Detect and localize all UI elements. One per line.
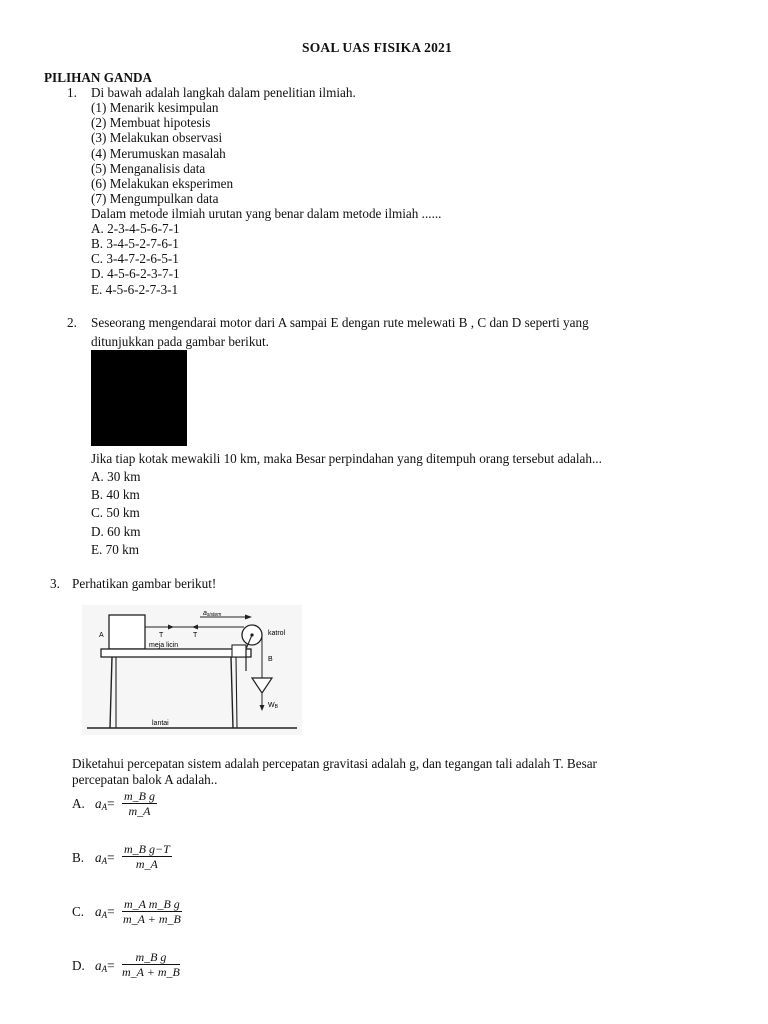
block-a bbox=[109, 615, 145, 649]
question-3-text: Perhatikan gambar berikut! bbox=[72, 576, 217, 591]
q1-option-c[interactable]: C. 3-4-7-2-6-5-1 bbox=[91, 251, 179, 266]
q3-option-b-lhs: $a_A=$ bbox=[95, 850, 115, 866]
q3-option-a-fraction: $\frac{\text{m\_B g}}{m\_A}$ bbox=[124, 789, 155, 818]
label-meja-licin: meja licin bbox=[149, 642, 179, 649]
q1-step-7: (7) Mengumpulkan data bbox=[91, 191, 219, 206]
route-grid-image bbox=[91, 350, 187, 446]
q1-option-a[interactable]: A. 2-3-4-5-6-7-1 bbox=[91, 221, 180, 236]
label-block-a: A bbox=[99, 632, 104, 639]
q1-step-2: (2) Membuat hipotesis bbox=[91, 115, 211, 130]
q3-option-d-lhs: $a_A=$ bbox=[95, 958, 115, 974]
q1-step-1: (1) Menarik kesimpulan bbox=[91, 100, 219, 115]
label-weight-b: WB bbox=[268, 702, 278, 710]
q1-option-e[interactable]: E. 4-5-6-2-7-3-1 bbox=[91, 282, 179, 297]
question-2-text-line1: Seseorang mengendarai motor dari A sampai E dengan rute melewati B , C dan D seperti yang bbox=[91, 315, 589, 330]
label-a-system: asistem bbox=[203, 610, 222, 618]
q3-option-c-label: C. bbox=[72, 904, 85, 919]
label-lantai: lantai bbox=[152, 720, 169, 727]
question-3-prompt-line1: Diketahui percepatan sistem adalah percepatan gravitasi adalah g, dan tegangan tali adalah T. Besar bbox=[72, 756, 597, 771]
question-1-prompt: Dalam metode ilmiah urutan yang benar dalam metode ilmiah ...... bbox=[91, 206, 442, 221]
q3-option-b-label: B. bbox=[72, 850, 85, 865]
pulley-table-diagram bbox=[82, 605, 302, 735]
q1-step-3: (3) Melakukan observasi bbox=[91, 130, 223, 145]
q3-option-d-label: D. bbox=[72, 958, 85, 973]
label-tension-2: T bbox=[193, 632, 198, 639]
page-title: SOAL UAS FISIKA 2021 bbox=[302, 40, 452, 55]
question-1-number: 1. bbox=[67, 85, 77, 100]
label-tension-1: T bbox=[159, 632, 164, 639]
q3-option-c-fraction: $\frac{\text{m\_A m\_B g}}{m\_A + m\_B}$ bbox=[122, 897, 181, 926]
label-block-b: B bbox=[268, 656, 273, 663]
q1-option-d[interactable]: D. 4-5-6-2-3-7-1 bbox=[91, 266, 180, 281]
question-3-number: 3. bbox=[50, 576, 60, 591]
question-2-text-line2: ditunjukkan pada gambar berikut. bbox=[91, 334, 269, 349]
section-heading: PILIHAN GANDA bbox=[44, 70, 153, 85]
q1-option-b[interactable]: B. 3-4-5-2-7-6-1 bbox=[91, 236, 179, 251]
q1-step-4: (4) Merumuskan masalah bbox=[91, 146, 226, 161]
q3-option-a-lhs: $a_A=$ bbox=[95, 796, 115, 812]
q2-option-d[interactable]: D. 60 km bbox=[91, 524, 141, 539]
q3-option-a-label: A. bbox=[72, 796, 85, 811]
q2-option-e[interactable]: E. 70 km bbox=[91, 542, 139, 557]
q2-option-c[interactable]: C. 50 km bbox=[91, 505, 140, 520]
q3-option-d-fraction: $\frac{\text{m\_B g}}{m\_A + m\_B}$ bbox=[122, 950, 180, 979]
q2-option-a[interactable]: A. 30 km bbox=[91, 469, 141, 484]
question-2-number: 2. bbox=[67, 315, 77, 330]
table-top bbox=[101, 649, 251, 657]
q3-option-b-fraction: $\frac{\text{m\_B g−T}}{m\_A}$ bbox=[124, 842, 170, 871]
q2-option-b[interactable]: B. 40 km bbox=[91, 487, 140, 502]
q3-option-c-lhs: $a_A=$ bbox=[95, 904, 115, 920]
pulley-clamp bbox=[232, 645, 246, 657]
question-2-prompt: Jika tiap kotak mewakili 10 km, maka Besar perpindahan yang ditempuh orang tersebut adalah... bbox=[91, 451, 602, 466]
q1-step-5: (5) Menganalisis data bbox=[91, 161, 206, 176]
q1-step-6: (6) Melakukan eksperimen bbox=[91, 176, 234, 191]
question-3-prompt-line2: percepatan balok A adalah.. bbox=[72, 772, 218, 787]
label-katrol: katrol bbox=[268, 630, 286, 637]
question-1-text: Di bawah adalah langkah dalam penelitian ilmiah. bbox=[91, 85, 356, 100]
